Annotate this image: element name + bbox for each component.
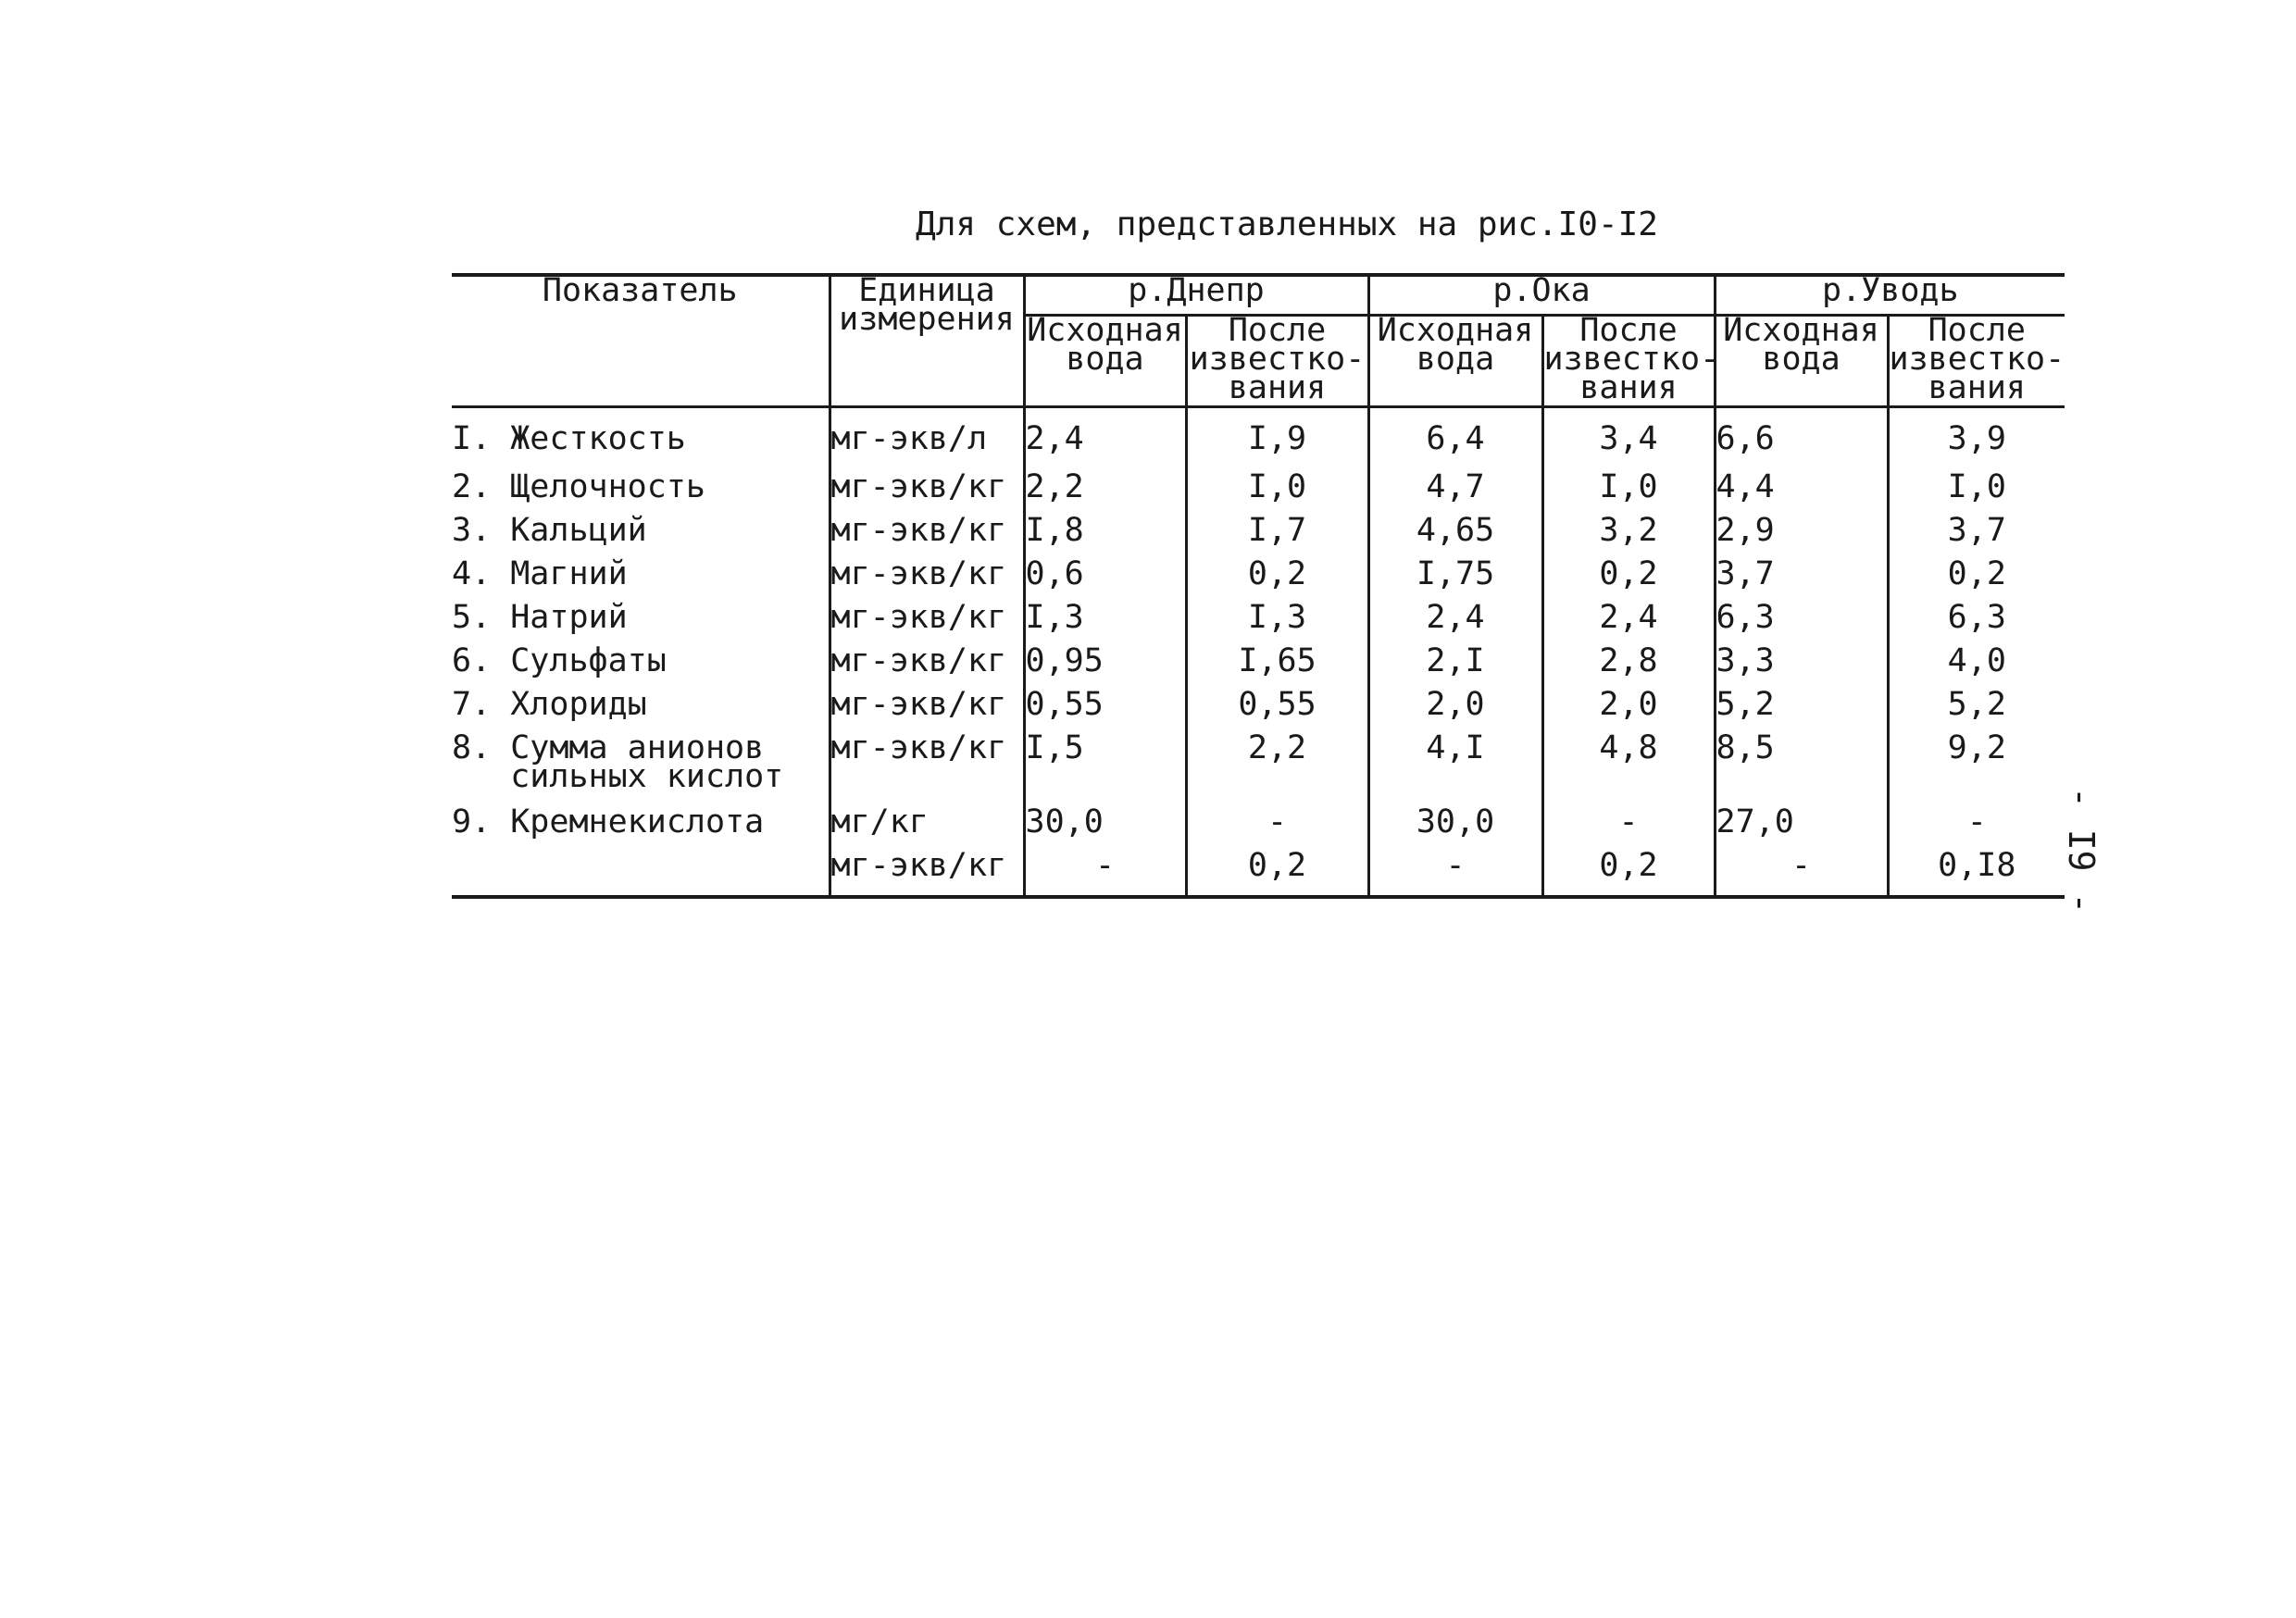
- row-value: -: [1368, 852, 1542, 897]
- header-after-line2: известко-: [1543, 341, 1720, 378]
- table-row: [452, 560, 2065, 604]
- table-row: [452, 517, 2065, 560]
- header-after-line2: известко-: [1189, 341, 1366, 378]
- row-value: 2,4: [1542, 604, 1715, 647]
- row-value: -: [1715, 852, 1888, 897]
- table-row: [452, 473, 2065, 517]
- row-value: 2,0: [1368, 691, 1542, 734]
- row-value: 0,55: [1024, 691, 1186, 734]
- row-value: 2,I: [1368, 647, 1542, 691]
- row-value: 4,7: [1368, 473, 1542, 517]
- header-after-line3: вания: [1928, 369, 2026, 406]
- table-caption: Для схем, представленных на рис.I0-I2: [916, 205, 1658, 243]
- row-value: 6,3: [1715, 604, 1888, 647]
- row-parameter-name: [452, 512, 830, 560]
- row-value: 4,8: [1542, 734, 1715, 808]
- header-unit: [830, 272, 1024, 407]
- row-parameter-name: [452, 555, 830, 604]
- row-value: I,3: [1024, 604, 1186, 647]
- row-value: 9,2: [1888, 734, 2065, 808]
- header-after-line3: вания: [1228, 369, 1327, 406]
- row-value: 3,3: [1715, 647, 1888, 691]
- row-value: 0,55: [1186, 691, 1368, 734]
- row-number: I.: [452, 420, 492, 457]
- header-source-line2: вода: [1762, 341, 1841, 378]
- header-after-liming: [1542, 312, 1720, 407]
- row-number: 8.: [452, 729, 492, 766]
- row-name: Натрий: [510, 599, 628, 636]
- row-value: 5,2: [1715, 691, 1888, 734]
- row-parameter-name: [452, 468, 830, 517]
- row-parameter-name: [452, 852, 830, 897]
- header-source-line2: вода: [1066, 341, 1144, 378]
- row-unit: мг-экв/кг: [830, 647, 1024, 691]
- row-name: Хлориды: [510, 686, 647, 723]
- row-value: 6,3: [1888, 604, 2065, 647]
- row-value: 0,I8: [1888, 852, 2065, 897]
- row-unit: мг-экв/л: [830, 407, 1024, 474]
- row-value: 3,7: [1888, 517, 2065, 560]
- row-value: 3,2: [1542, 517, 1715, 560]
- header-river-uvod: р.Уводь: [1715, 275, 2065, 316]
- row-value: 5,2: [1888, 691, 2065, 734]
- table-body: [452, 407, 2065, 898]
- row-value: -: [1542, 808, 1715, 852]
- row-parameter-name: [452, 599, 830, 647]
- row-value: I,0: [1542, 473, 1715, 517]
- row-parameter-name: [452, 803, 830, 852]
- row-value: 0,2: [1186, 852, 1368, 897]
- row-value: I,65: [1186, 647, 1368, 691]
- row-value: 3,7: [1715, 560, 1888, 604]
- row-value: 2,2: [1024, 473, 1186, 517]
- row-value: 27,0: [1715, 808, 1888, 852]
- header-source-water: [1368, 312, 1542, 407]
- header-source-line2: вода: [1416, 341, 1495, 378]
- table-row: [452, 407, 2065, 474]
- row-number: 3.: [452, 512, 492, 549]
- row-value: 8,5: [1715, 734, 1888, 808]
- row-unit: мг-экв/кг: [830, 604, 1024, 647]
- row-name: Кальций: [510, 512, 647, 549]
- row-unit: мг-экв/кг: [830, 691, 1024, 734]
- row-parameter-name: [452, 686, 830, 734]
- table-row: [452, 852, 2065, 897]
- row-value: 0,2: [1542, 560, 1715, 604]
- row-value: 3,9: [1888, 407, 2065, 474]
- header-source-line1: Исходная: [1377, 312, 1534, 349]
- row-number: 5.: [452, 599, 492, 636]
- row-value: -: [1888, 808, 2065, 852]
- row-value: 4,0: [1888, 647, 2065, 691]
- header-source-line1: Исходная: [1027, 312, 1183, 349]
- row-value: 2,2: [1186, 734, 1368, 808]
- row-parameter-name: [452, 729, 830, 808]
- header-parameter: Показатель: [452, 275, 830, 407]
- table-row: [452, 808, 2065, 852]
- row-value: I,5: [1024, 734, 1186, 808]
- row-value: 0,2: [1186, 560, 1368, 604]
- row-value: I,8: [1024, 517, 1186, 560]
- row-name: Сульфаты: [510, 642, 667, 679]
- row-value: 4,65: [1368, 517, 1542, 560]
- row-value: 2,4: [1024, 407, 1186, 474]
- row-value: 30,0: [1024, 808, 1186, 852]
- row-value: 2,8: [1542, 647, 1715, 691]
- row-value: I,3: [1186, 604, 1368, 647]
- header-after-liming: [1186, 312, 1368, 407]
- header-source-water: [1024, 312, 1186, 407]
- row-value: 4,4: [1715, 473, 1888, 517]
- header-source-line1: Исходная: [1723, 312, 1879, 349]
- header-after-liming: [1888, 312, 2065, 407]
- row-value: 6,4: [1368, 407, 1542, 474]
- row-value: I,9: [1186, 407, 1368, 474]
- header-unit-line1: Единица: [858, 272, 995, 309]
- row-value: I,0: [1888, 473, 2065, 517]
- row-number: 9.: [452, 803, 492, 840]
- row-unit: мг-экв/кг: [830, 560, 1024, 604]
- row-value: 4,I: [1368, 734, 1542, 808]
- row-value: I,75: [1368, 560, 1542, 604]
- row-value: 0,6: [1024, 560, 1186, 604]
- row-value: -: [1186, 808, 1368, 852]
- table-row: [452, 604, 2065, 647]
- header-after-line1: После: [1928, 312, 2026, 349]
- row-value: I,0: [1186, 473, 1368, 517]
- row-unit: мг/кг: [830, 808, 1024, 852]
- row-parameter-name: [452, 407, 830, 474]
- row-value: I,7: [1186, 517, 1368, 560]
- row-value: 0,2: [1542, 852, 1715, 897]
- table-row: [452, 647, 2065, 691]
- page-number: - I9 -: [2061, 787, 2102, 915]
- row-value: 0,2: [1888, 560, 2065, 604]
- header-after-line1: После: [1579, 312, 1678, 349]
- row-parameter-name: [452, 642, 830, 691]
- row-number: 7.: [452, 686, 492, 723]
- row-unit: мг-экв/кг: [830, 734, 1024, 808]
- row-value: 6,6: [1715, 407, 1888, 474]
- table-row: [452, 734, 2065, 808]
- row-unit: мг-экв/кг: [830, 517, 1024, 560]
- header-unit-line2: измерения: [839, 301, 1015, 338]
- row-name: Кремнекислота: [510, 803, 765, 840]
- header-river-dnepr: р.Днепр: [1024, 275, 1368, 316]
- row-number: 2.: [452, 468, 492, 505]
- row-name: Щелочность: [510, 468, 705, 505]
- row-name: Сумма анионов: [510, 729, 765, 766]
- row-unit: мг-экв/кг: [830, 852, 1024, 897]
- row-number: 4.: [452, 555, 492, 592]
- row-name-continued: сильных кислот: [510, 758, 784, 795]
- water-quality-table: [452, 273, 2065, 899]
- row-number: 6.: [452, 642, 492, 679]
- row-value: -: [1024, 852, 1186, 897]
- row-name: Жесткость: [510, 420, 686, 457]
- row-value: 2,4: [1368, 604, 1542, 647]
- table-row: [452, 691, 2065, 734]
- row-value: 3,4: [1542, 407, 1715, 474]
- header-river-oka: р.Ока: [1368, 275, 1715, 316]
- header-source-water: [1715, 312, 1888, 407]
- header-after-line3: вания: [1579, 369, 1678, 406]
- row-value: 2,9: [1715, 517, 1888, 560]
- header-after-line2: известко-: [1889, 341, 2065, 378]
- row-value: 2,0: [1542, 691, 1715, 734]
- row-unit: мг-экв/кг: [830, 473, 1024, 517]
- header-after-line1: После: [1228, 312, 1327, 349]
- row-value: 0,95: [1024, 647, 1186, 691]
- row-value: 30,0: [1368, 808, 1542, 852]
- row-name: Магний: [510, 555, 628, 592]
